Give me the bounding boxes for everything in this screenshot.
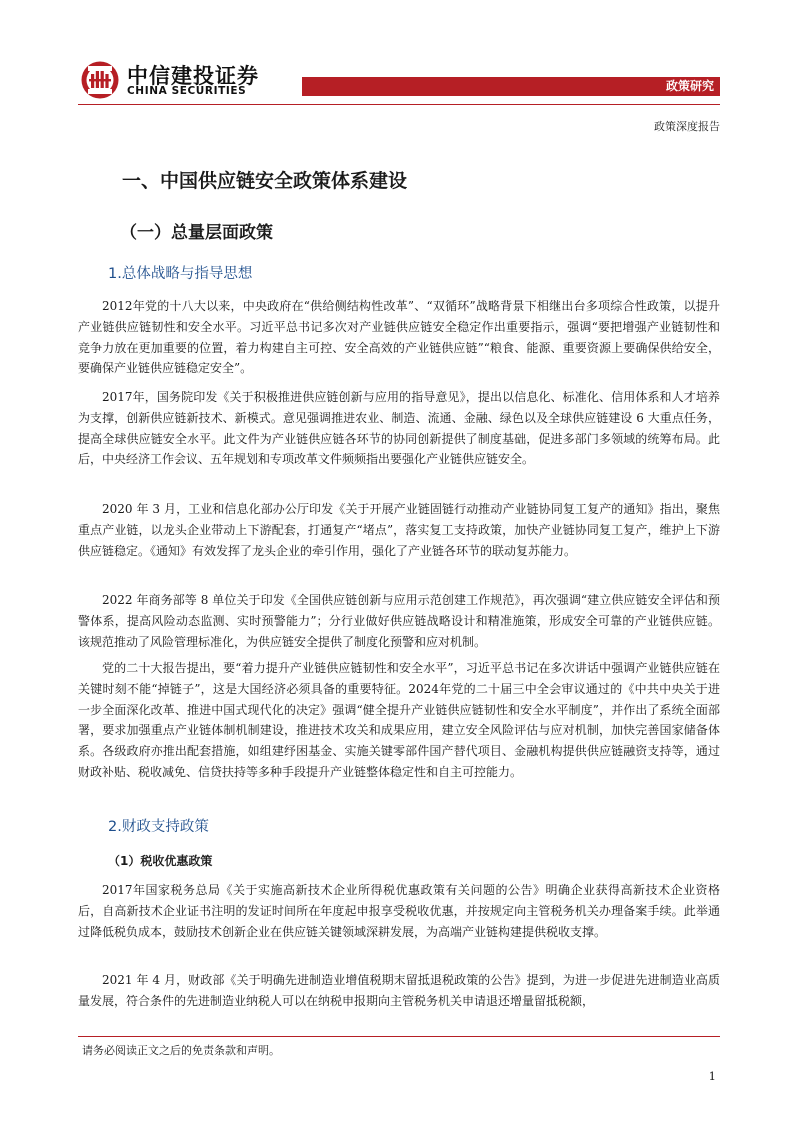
page-number: 1 (708, 1069, 716, 1083)
paragraph: 2012年党的十八大以来，中央政府在“供给侧结构性改革”、“双循环”战略背景下相继出台多项综合性政策，以提升产业链供应链韧性和安全水平。习近平总书记多次对产业链供应链安全稳定作出重要指示，强调“要把增强产业链韧性和竞争力放在更加重要的位置，着力构建自主可控、安全高效的产业链供应链”“粮食、能源、重要资源上要确保供给安全，要确保产业链供应链稳定安全”。 (78, 299, 720, 376)
disclaimer: 请务必阅读正文之后的免责条款和声明。 (82, 1044, 280, 1057)
section-tag: 政策研究 (656, 77, 720, 96)
subsection-heading-strategy: 1.总体战略与指导思想 (108, 266, 253, 282)
paragraph: 2021 年 4 月，财政部《关于明确先进制造业增值税期末留抵退税政策的公告》提到，为进一步促进先进制造业高质量发展，符合条件的先进制造业纳税人可以在纳税申报期向主管税务机关申请退还增量留抵税额， (78, 973, 720, 1008)
header-bar (302, 77, 720, 96)
subsubsection-heading-tax: （1）税收优惠政策 (108, 854, 213, 868)
report-type: 政策深度报告 (654, 120, 720, 133)
brand-name-chinese: 中信建投证券 (127, 64, 259, 88)
chapter-heading: 一、中国供应链安全政策体系建设 (122, 170, 408, 192)
brand-name-english: CHINA SECURITIES (127, 85, 247, 97)
china-securities-logo-icon (80, 60, 120, 100)
paragraph: 2022 年商务部等 8 单位关于印发《全国供应链创新与应用示范创建工作规范》，再次强调“建立供应链安全评估和预警体系，提高风险动态监测、实时预警能力”；分行业做好供应链战略设计和精准施策，形成安全可靠的产业链供应链。该规范推动了风险管理标准化，为供应链安全提供了制度化预警和应对机制。 (78, 593, 720, 649)
paragraph: 2017年国家税务总局《关于实施高新技术企业所得税优惠政策有关问题的公告》明确企业获得高新技术企业资格后，自高新技术企业证书注明的发证时间所在年度起申报享受税收优惠，并按规定向主管税务机关办理备案手续。此举通过降低税负成本，鼓励技术创新企业在供应链关键领域深耕发展，为高端产业链构建提供税收支撑。 (78, 883, 720, 939)
section-heading: （一）总量层面政策 (120, 223, 273, 243)
paragraph: 党的二十大报告提出，要“着力提升产业链供应链韧性和安全水平”，习近平总书记在多次讲话中强调产业链供应链在关键时刻不能“掉链子”，这是大国经济必须具备的重要特征。2024年党的二十届三中全会审议通过的《中共中央关于进一步全面深化改革、推进中国式现代化的决定》强调“健全提升产业链供应链韧性和安全水平制度”，并作出了系统全面部署，要求加强重点产业链体制机制建设，推进技术攻关和成果应用，建立安全风险评估与应对机制，加快完善国家储备体系。各级政府亦推出配套措施，如组建纾困基金、实施关键零部件国产替代项目、金融机构提供供应链融资支持等，通过财政补贴、税收减免、信贷扶持等多种手段提升产业链整体稳定性和自主可控能力。 (78, 661, 720, 779)
footer-divider (78, 1036, 720, 1037)
header-divider (78, 104, 720, 105)
subsection-heading-fiscal: 2.财政支持政策 (108, 819, 209, 835)
paragraph: 2020 年 3 月，工业和信息化部办公厅印发《关于开展产业链固链行动推动产业链协同复工复产的通知》指出，聚焦重点产业链，以龙头企业带动上下游配套，打通复产“堵点”，落实复工支持政策，加快产业链协同复工复产，维护上下游供应链稳定。《通知》有效发挥了龙头企业的牵引作用，强化了产业链各环节的联动复苏能力。 (78, 502, 720, 558)
paragraph: 2017年，国务院印发《关于积极推进供应链创新与应用的指导意见》，提出以信息化、标准化、信用体系和人才培养为支撑，创新供应链新技术、新模式。意见强调推进农业、制造、流通、金融、绿色以及全球供应链建设 6 大重点任务，提高全球供应链安全水平。此文件为产业链供应链各环节的协同创新提供了制度基础，促进多部门多领域的统筹布局。此后，中央经济工作会议、五年规划和专项改革文件频频指出要强化产业链供应链安全。 (78, 390, 720, 467)
